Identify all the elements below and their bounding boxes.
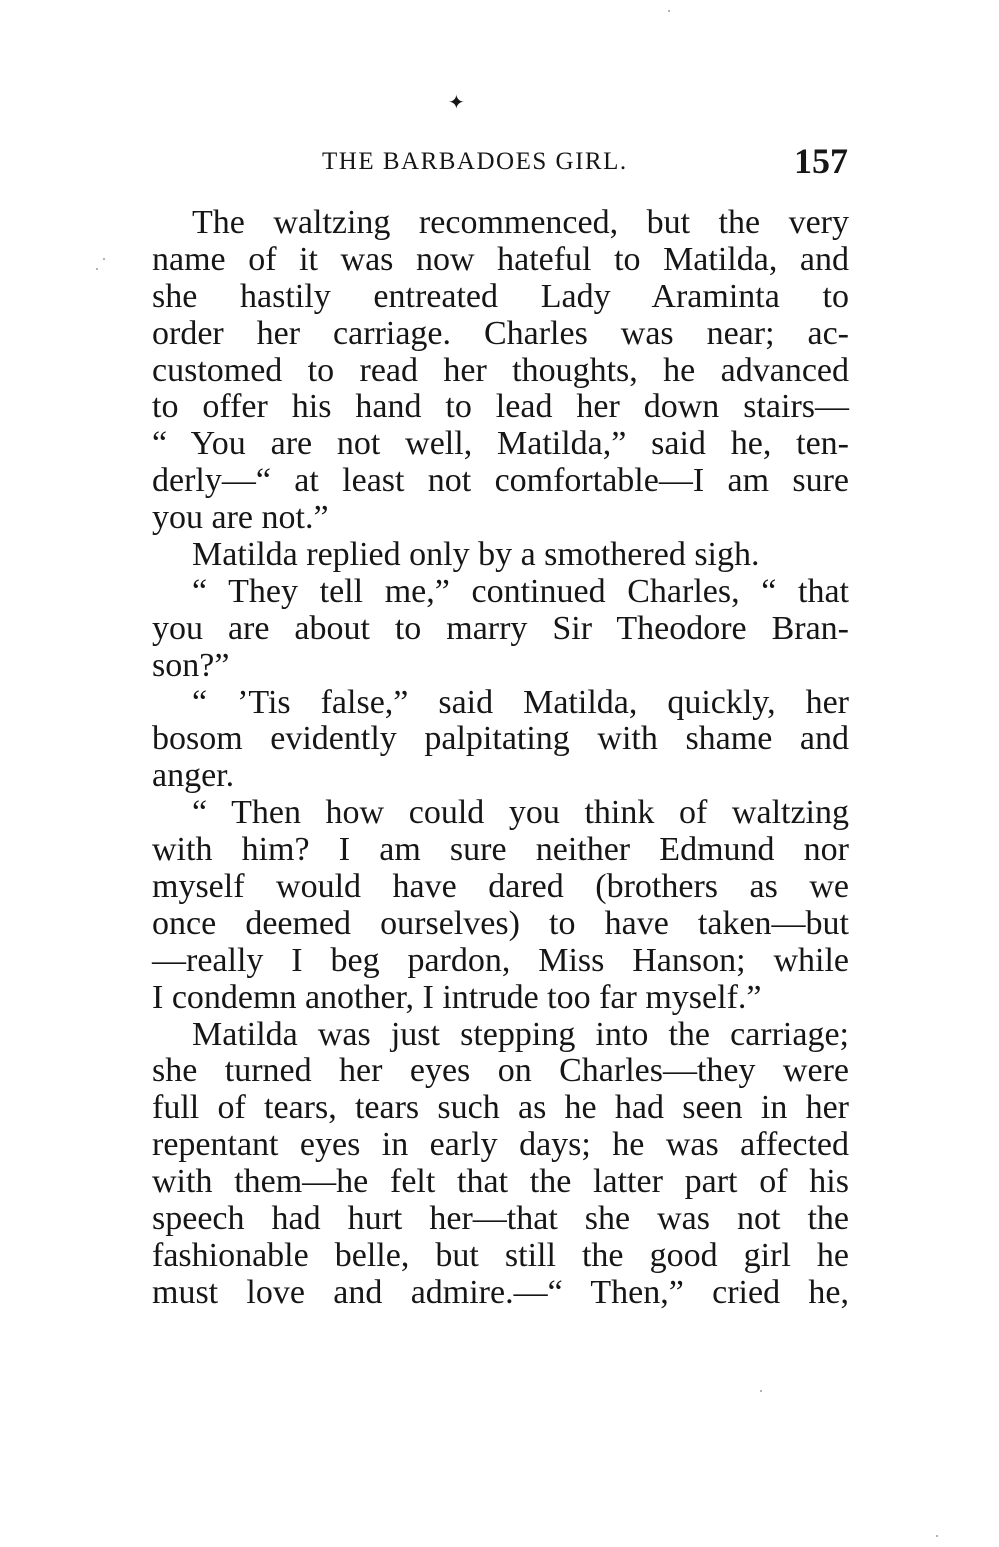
- text-line: order her carriage. Charles was near; ac-: [152, 314, 849, 352]
- text-line: customed to read her thoughts, he advanced: [152, 351, 849, 389]
- text-line: The waltzing recommenced, but the very: [192, 204, 849, 241]
- text-line: speech had hurt her—that she was not the: [152, 1200, 849, 1238]
- scan-speck: [936, 1535, 938, 1537]
- scan-speck: [103, 258, 105, 260]
- text-line: derly—“ at least not comfortable—I am sure: [152, 462, 849, 500]
- text-line: “ They tell me,” continued Charles, “ that: [192, 572, 849, 610]
- text-line: “ You are not well, Matilda,” said he, ten-: [152, 425, 849, 463]
- scan-speck: [668, 10, 670, 12]
- text-line: you are not.”: [152, 499, 329, 537]
- text-line: Matilda replied only by a smothered sigh.: [192, 536, 760, 574]
- text-line: name of it was now hateful to Matilda, and: [152, 240, 849, 278]
- text-line: she turned her eyes on Charles—they were: [152, 1052, 849, 1090]
- running-title: THE BARBADOES GIRL.: [322, 148, 628, 175]
- text-line: “ ’Tis false,” said Matilda, quickly, her: [192, 683, 849, 721]
- text-line: repentant eyes in early days; he was affected: [152, 1126, 849, 1164]
- text-line: son?”: [152, 646, 230, 684]
- text-line: myself would have dared (brothers as we: [152, 868, 849, 906]
- scan-speck: [760, 1390, 762, 1392]
- text-line: Matilda was just stepping into the carriage;: [192, 1015, 849, 1053]
- text-line: you are about to marry Sir Theodore Bran-: [152, 609, 849, 647]
- text-line: she hastily entreated Lady Araminta to: [152, 277, 849, 315]
- text-line: must love and admire.—“ Then,” cried he,: [152, 1273, 849, 1311]
- scan-speck: [96, 268, 98, 270]
- text-line: fashionable belle, but still the good girl he: [152, 1236, 849, 1274]
- body-text: [152, 205, 849, 1312]
- text-line: to offer his hand to lead her down stairs—: [152, 388, 849, 426]
- running-head: [150, 140, 850, 184]
- text-line: anger.: [152, 757, 235, 795]
- text-line: full of tears, tears such as he had seen in her: [152, 1089, 849, 1127]
- text-line: —really I beg pardon, Miss Hanson; while: [152, 941, 849, 979]
- page-number: 157: [794, 141, 848, 181]
- text-line: bosom evidently palpitating with shame and: [152, 720, 849, 758]
- text-line: once deemed ourselves) to have taken—but: [152, 904, 849, 942]
- text-line: with him? I am sure neither Edmund nor: [152, 831, 849, 869]
- text-line: “ Then how could you think of waltzing: [192, 794, 849, 832]
- text-line: with them—he felt that the latter part of his: [152, 1163, 849, 1201]
- text-line: I condemn another, I intrude too far myself.”: [152, 978, 762, 1016]
- ornament-icon: ✦: [448, 90, 465, 114]
